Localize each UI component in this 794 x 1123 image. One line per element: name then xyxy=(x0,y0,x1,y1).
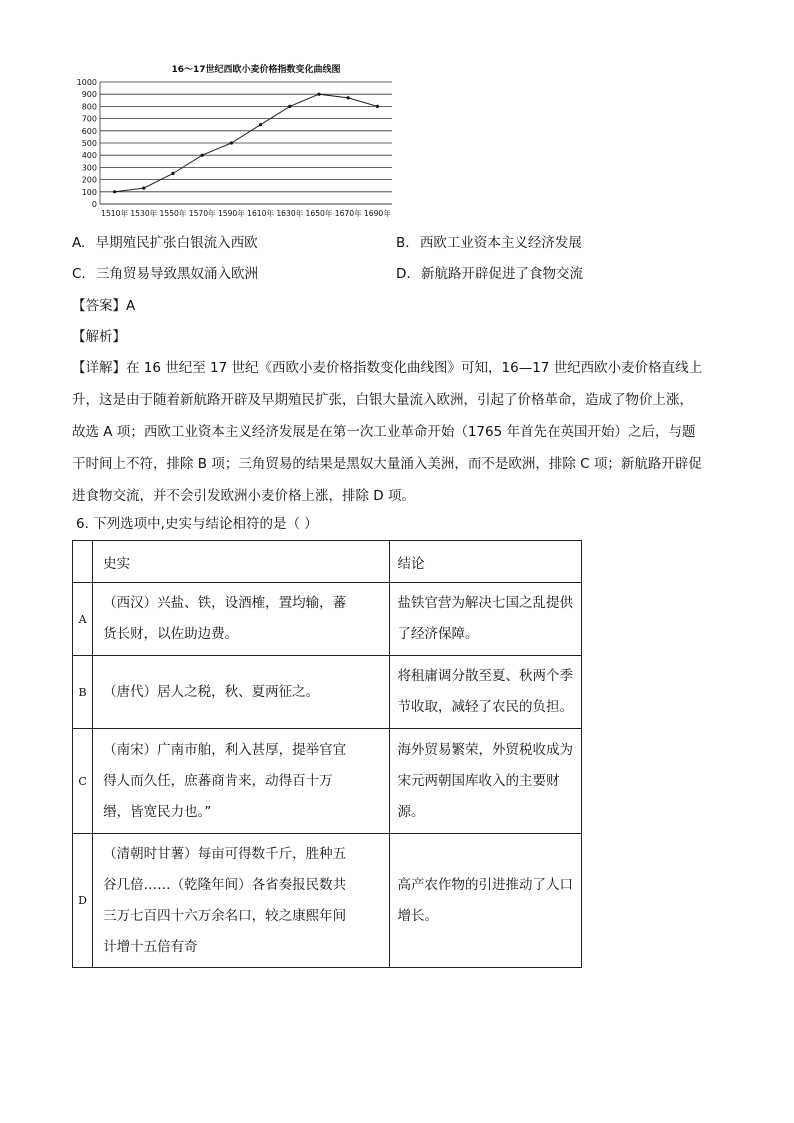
answer-tag: 【答案】 xyxy=(72,298,126,314)
data-point xyxy=(288,105,291,108)
x-tick-label: 1630年 xyxy=(276,209,304,218)
data-point xyxy=(376,105,379,108)
option-b-letter: B. xyxy=(396,235,410,251)
y-tick-label: 400 xyxy=(81,151,97,161)
table-row xyxy=(73,729,582,834)
table-row xyxy=(73,583,582,656)
option-c-text: 三角贸易导致黑奴涌入欧洲 xyxy=(96,266,259,282)
wheat-price-chart xyxy=(72,58,402,226)
chart-svg xyxy=(72,58,402,226)
data-point xyxy=(142,187,145,190)
header-conclusion: 结论 xyxy=(389,541,582,583)
detail-line-2: 升，这是由于随着新航路开辟及早期殖民扩张，白银大量流入欧洲，引起了价格革命，造成了物价上涨， xyxy=(72,392,693,408)
answer-value: A xyxy=(126,298,136,314)
row-conclusion: 高产农作物的引进推动了人口 增长。 xyxy=(389,834,582,968)
row-fact: （南宋）广南市舶，利入甚厚，提举官宜 得人而久任，庶蕃商肯来，动得百十万 缗，皆宽民力也。” xyxy=(93,729,389,834)
x-tick-label: 1550年 xyxy=(159,209,187,218)
data-point xyxy=(171,172,174,175)
y-tick-label: 800 xyxy=(81,102,97,112)
row-conclusion: 将租庸调分散至夏、秋两个季 节收取，减轻了农民的负担。 xyxy=(389,656,582,729)
row-label: A xyxy=(73,583,93,656)
table-row xyxy=(73,656,582,729)
data-point xyxy=(317,93,320,96)
header-blank xyxy=(73,541,93,583)
y-tick-label: 700 xyxy=(81,114,97,124)
row-label: D xyxy=(73,834,93,968)
x-tick-label: 1590年 xyxy=(217,209,245,218)
y-tick-label: 200 xyxy=(81,175,97,185)
table-header-row xyxy=(73,541,582,583)
x-tick-label: 1670年 xyxy=(334,209,362,218)
row-fact: （清朝时甘薯）每亩可得数千斤，胜种五 谷几倍……（乾隆年间）各省奏报民数共 三万七百四十六万余名口，较之康熙年间 计增十五倍有奇 xyxy=(93,834,389,968)
x-tick-label: 1690年 xyxy=(363,209,391,218)
y-tick-label: 0 xyxy=(91,200,97,209)
row-label: C xyxy=(73,729,93,834)
y-tick-label: 300 xyxy=(81,163,97,173)
detail-tag: 【详解】 xyxy=(72,360,126,376)
x-tick-label: 1510年 xyxy=(101,209,129,218)
y-tick-label: 900 xyxy=(81,90,97,100)
option-d xyxy=(396,265,583,283)
row-fact: （西汉）兴盐、铁，设酒榷，置均输，蕃 货长财，以佐助边费。 xyxy=(93,583,389,656)
option-a-letter: A. xyxy=(72,235,86,251)
answer-line xyxy=(72,297,135,315)
option-d-text: 新航路开辟促进了食物交流 xyxy=(420,266,583,282)
data-point xyxy=(347,96,350,99)
x-tick-label: 1530年 xyxy=(130,209,158,218)
row-conclusion: 盐铁官营为解决七国之乱提供 了经济保障。 xyxy=(389,583,582,656)
option-c xyxy=(72,265,258,283)
header-fact: 史实 xyxy=(93,541,389,583)
data-point xyxy=(230,141,233,144)
chart-title: 16～17世纪西欧小麦价格指数变化曲线图 xyxy=(171,65,341,75)
x-tick-label: 1610年 xyxy=(247,209,275,218)
row-label: B xyxy=(73,656,93,729)
detail-line-5: 进食物交流，并不会引发欧洲小麦价格上涨，排除 D 项。 xyxy=(72,488,415,504)
option-b-text: 西欧工业资本主义经济发展 xyxy=(419,235,582,251)
x-tick-label: 1650年 xyxy=(305,209,333,218)
row-fact: （唐代）居人之税，秋、夏两征之。 xyxy=(93,656,389,729)
analysis-tag: 【解析】 xyxy=(72,329,126,345)
detail-line-1: 【详解】在 16 世纪至 17 世纪《西欧小麦价格指数变化曲线图》可知，16—17 世纪西欧小麦价格直线上 xyxy=(72,360,703,376)
detail-paragraph xyxy=(72,352,726,512)
option-a xyxy=(72,234,258,252)
detail-line-3: 故选 A 项；西欧工业资本主义经济发展是在第一次工业革命开始（1765 年首先在英国开始）之后，与题 xyxy=(72,424,696,440)
option-b xyxy=(396,234,582,252)
option-c-letter: C. xyxy=(72,266,86,282)
option-a-text: 早期殖民扩张白银流入西欧 xyxy=(95,235,258,251)
table-row xyxy=(73,834,582,968)
data-point xyxy=(259,123,262,126)
y-tick-label: 600 xyxy=(81,126,97,136)
question-6-table xyxy=(72,540,582,968)
detail-line-4: 干时间上不符，排除 B 项；三角贸易的结果是黑奴大量涌入美洲，而不是欧洲，排除 C 项；新航路开辟促 xyxy=(72,456,702,472)
data-point xyxy=(201,154,204,157)
row-conclusion: 海外贸易繁荣，外贸税收成为 宋元两朝国库收入的主要财 源。 xyxy=(389,729,582,834)
y-tick-label: 1000 xyxy=(76,78,97,87)
y-tick-label: 500 xyxy=(81,139,97,148)
option-d-letter: D. xyxy=(396,266,411,282)
x-tick-label: 1570年 xyxy=(188,209,216,218)
data-point xyxy=(113,190,116,193)
question-6-stem: 6. 下列选项中,史实与结论相符的是（ ） xyxy=(76,516,318,532)
y-tick-label: 100 xyxy=(81,187,97,197)
